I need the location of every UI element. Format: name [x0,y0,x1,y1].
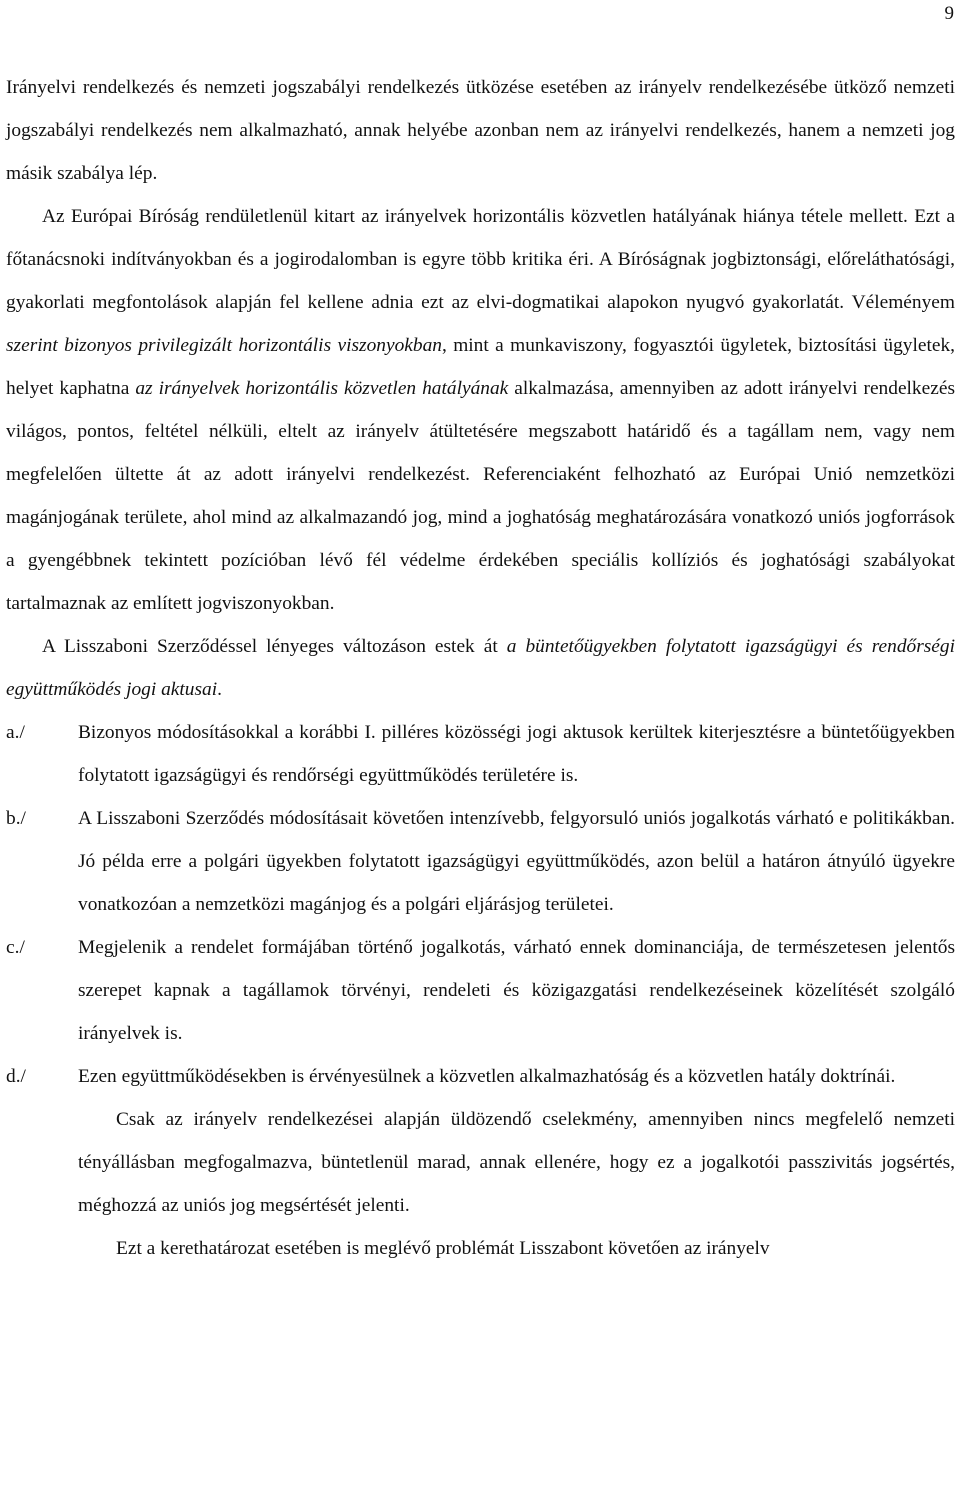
paragraph-3-text-a: A Lisszaboni Szerződéssel lényeges változáson estek át [42,636,507,657]
list-item-text: Megjelenik a rendelet formájában történő jogalkotás, várható ennek dominanciája, de természetesen jelentős szerepet kapnak a tagállamok törvényi, rendeleti és közigazgatási rendelkezéseinek közelítését szolgáló irányelvek is. [78,937,955,1044]
paragraph-2 [6,195,955,625]
paragraph-1: Irányelvi rendelkezés és nemzeti jogszabályi rendelkezés ütközése esetében az irányelv rendelkezésébe ütköző nemzeti jogszabályi rendelkezés nem alkalmazható, annak helyébe azonban nem az irányelvi rendelkezés, hanem a nemzeti jog másik szabálya lép. [6,77,955,184]
paragraph-3-text-c: . [217,679,222,700]
list-item [6,711,955,797]
list-item-text: Bizonyos módosításokkal a korábbi I. pilléres közösségi jogi aktusok kerültek kiterjesztésre a büntetőügyekben folytatott igazságügyi és rendőrségi együttműködés területére is. [78,722,955,786]
paragraph-2-italic-d: az irányelvek horizontális közvetlen hatályának [135,378,509,399]
enumerated-list [6,711,955,1098]
indented-block [78,1098,955,1270]
paragraph-5: Ezt a kerethatározat esetében is meglévő problémát Lisszabont követően az irányelv [116,1238,770,1259]
list-item-label: d./ [6,1066,26,1087]
list-item [6,1055,955,1098]
paragraph-2-text-e: alkalmazása, amennyiben az adott irányelvi rendelkezés világos, pontos, feltétel nélküli, eltelt az irányelv átültetésére megszabott határidő és a tagállam nem, vagy nem megfelelően ültette át az adott irányelvi rendelkezést. Referenciaként felhozható az Európai Unió nemzetközi magánjogának területe, ahol mind az alkalmazandó jog, mind a joghatóság meghatározására vonatkozó uniós jogforrások a gyengébbnek tekintett pozícióban lévő fél védelme érdekében speciális kollíziós és joghatósági szabályokat tartalmaznak az említett jogviszonyokban. [6,378,955,614]
list-item-text: Ezen együttműködésekben is érvényesülnek a közvetlen alkalmazhatóság és a közvetlen hatály doktrínái. [78,1066,896,1087]
list-item-text: A Lisszaboni Szerződés módosításait követően intenzívebb, felgyorsuló uniós jogalkotás várható e politikákban. Jó példa erre a polgári ügyekben folytatott igazságügyi együttműködés, azon belül a határon átnyúló ügyekre vonatkozóan a nemzetközi magánjog és a polgári eljárásjog területei. [78,808,955,915]
paragraph-4: Csak az irányelv rendelkezései alapján üldözendő cselekmény, amennyiben nincs megfelelő nemzeti tényállásban megfogalmazva, büntetlenül marad, annak ellenére, hogy ez a jogalkotói passzivitás jogsértés, méghozzá az uniós jog megsértését jelenti. [78,1109,955,1216]
list-item-label: c./ [6,937,25,958]
page-body [6,66,955,1270]
paragraph-3-italic-b: a büntetőügyekben folytatott igazságügyi és rendőrségi együttműködés jogi aktusai [6,636,955,700]
list-item-label: b./ [6,808,26,829]
list-item [6,926,955,1055]
paragraph-2-text-a: Az Európai Bíróság rendületlenül kitart az irányelvek horizontális közvetlen hatályának hiánya tétele mellett. Ezt a főtanácsnoki indítványokban és a jogirodalomban is egyre több kritika éri. A Bíróságnak jogbiztonsági, előreláthatósági, gyakorlati megfontolások alapján fel kellene adnia ezt az elvi-dogmatikai alapokon nyugvó gyakorlatát. Véleményem [6,206,955,313]
page-number: 9 [944,3,954,24]
paragraph-2-text-c: , mint a munkaviszony, fogyasztói ügyletek, biztosítási ügyletek, helyet kaphatna [6,335,956,399]
list-item [6,797,955,926]
paragraph-3 [6,625,955,711]
paragraph-2-italic-b: szerint bizonyos privilegizált horizontális viszonyokban [6,335,442,356]
list-item-label: a./ [6,722,25,743]
